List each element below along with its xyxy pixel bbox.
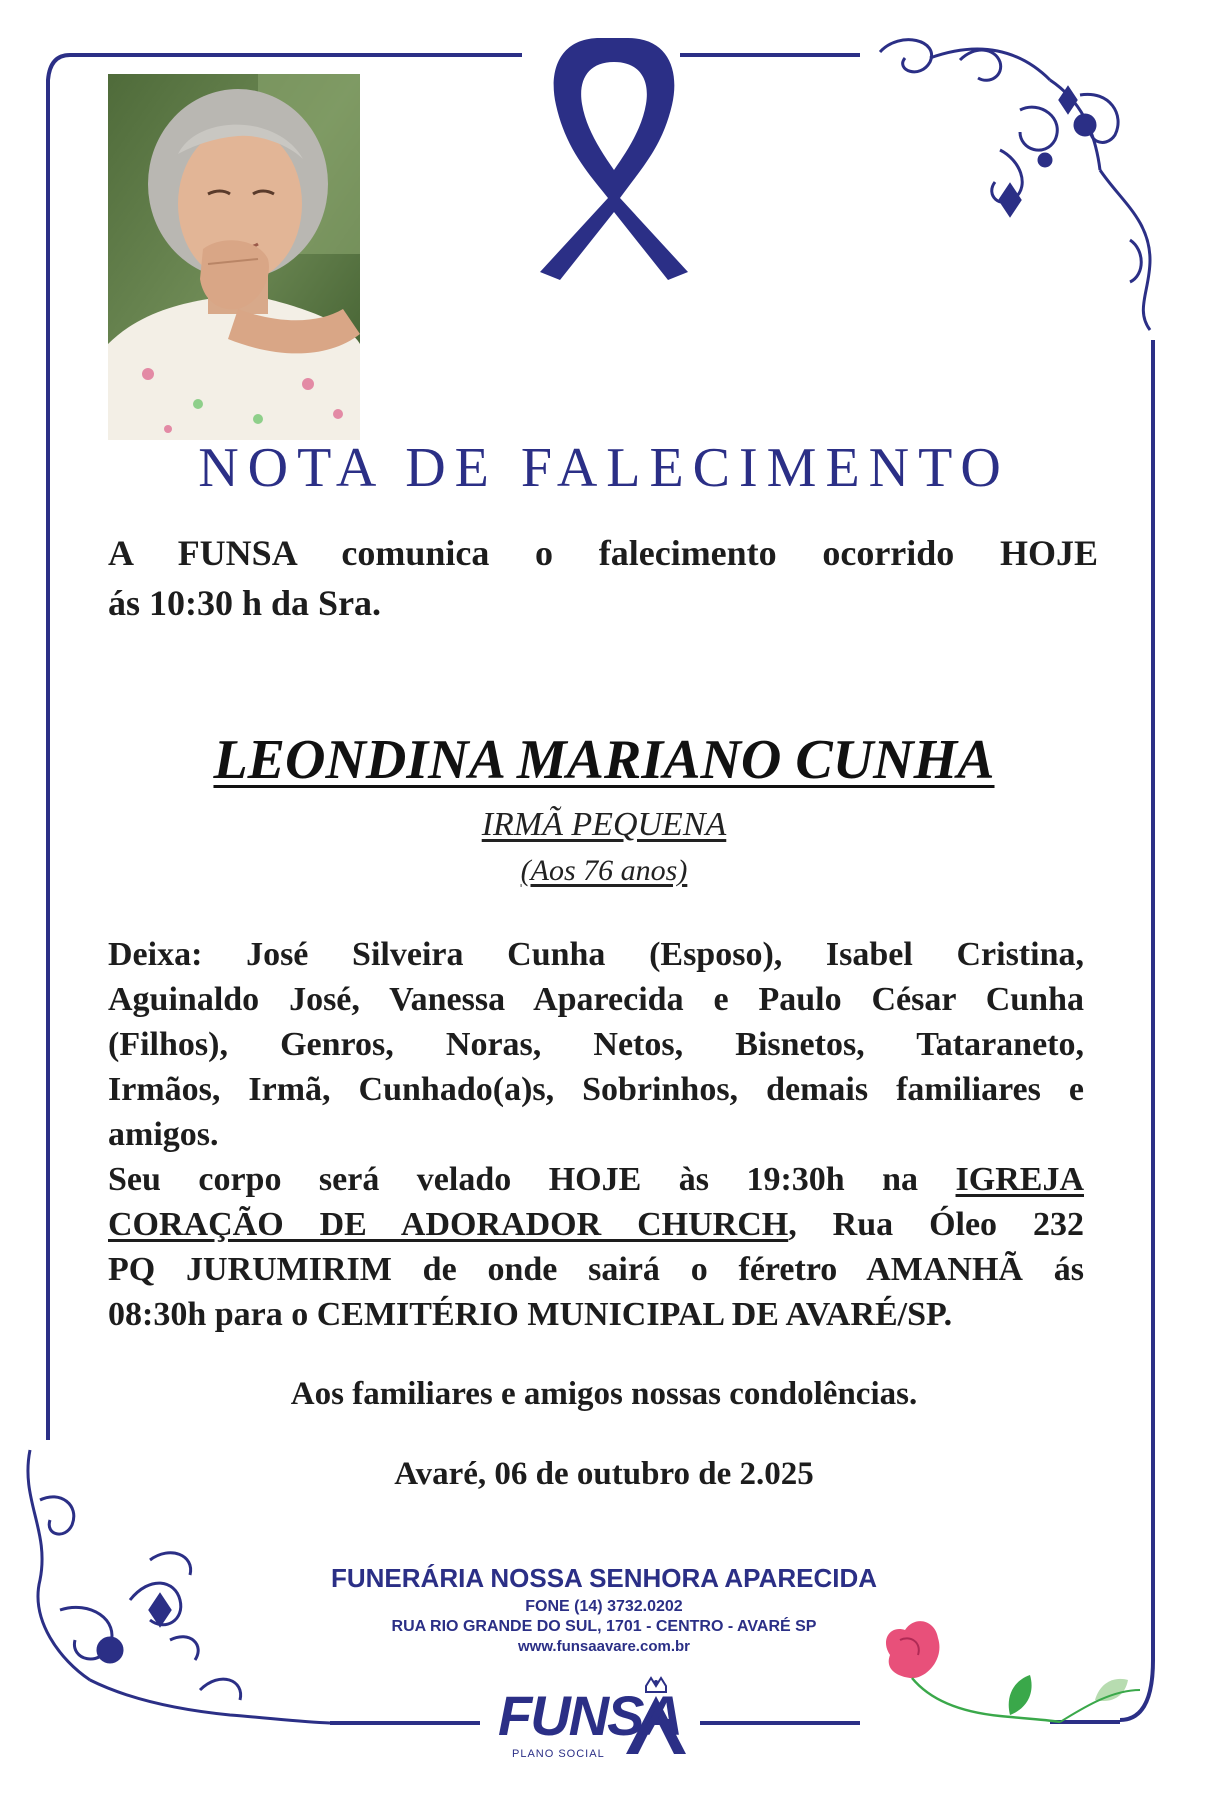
body-line-text: Seu corpo será velado HOJE às 19:30h na (108, 1161, 956, 1198)
portrait-photo (108, 74, 360, 440)
church-name-end: CORAÇÃO DE ADORADOR CHURCH (108, 1206, 789, 1243)
body-line: (Filhos), Genros, Noras, Netos, Bisnetos, Tataraneto, (108, 1026, 1084, 1063)
body-line: amigos. (108, 1116, 219, 1153)
announcement-body (108, 932, 1084, 1337)
church-name-start: IGREJA (955, 1161, 1084, 1198)
body-line: Irmãos, Irmã, Cunhado(a)s, Sobrinhos, demais familiares e (108, 1071, 1084, 1108)
intro-line: ás 10:30 h da Sra. (108, 583, 382, 623)
body-line (108, 1202, 1084, 1247)
awareness-ribbon-icon (540, 38, 688, 280)
deceased-name: LEONDINA MARIANO CUNHA (213, 729, 995, 791)
page-title: NOTA DE FALECIMENTO (198, 437, 1010, 499)
date-line: Avaré, 06 de outubro de 2.025 (394, 1456, 814, 1492)
intro-line: A FUNSA comunica o falecimento ocorrido HOJE (108, 533, 1098, 573)
body-line (108, 1157, 1084, 1202)
body-line-text: , Rua Óleo 232 (788, 1206, 1085, 1243)
company-name: FUNERÁRIA NOSSA SENHORA APARECIDA (330, 1563, 878, 1593)
body-line: Deixa: José Silveira Cunha (Esposo), Isabel Cristina, (108, 936, 1084, 973)
condolences-text: Aos familiares e amigos nossas condolências. (290, 1376, 918, 1412)
body-line: 08:30h para o CEMITÉRIO MUNICIPAL DE AVARÉ/SP. (108, 1296, 953, 1333)
company-phone: FONE (14) 3732.0202 (525, 1598, 683, 1615)
logo-subtitle: PLANO SOCIAL (512, 1748, 605, 1760)
deceased-age: (Aos 76 anos) (520, 854, 688, 887)
company-website: www.funsaavare.com.br (517, 1638, 690, 1655)
body-line: Aguinaldo José, Vanessa Aparecida e Paulo César Cunha (108, 981, 1084, 1018)
deceased-nickname: IRMÃ PEQUENA (481, 806, 727, 843)
logo-text: FUNSA (498, 1684, 681, 1747)
intro-text (108, 528, 1098, 628)
funeral-home-footer (0, 1563, 1208, 1655)
company-address: RUA RIO GRANDE DO SUL, 1701 - CENTRO - AVARÉ SP (391, 1618, 817, 1635)
floral-ornament-icon (880, 40, 1150, 330)
body-line: PQ JURUMIRIM de onde sairá o féretro AMANHÃ ás (108, 1251, 1084, 1288)
